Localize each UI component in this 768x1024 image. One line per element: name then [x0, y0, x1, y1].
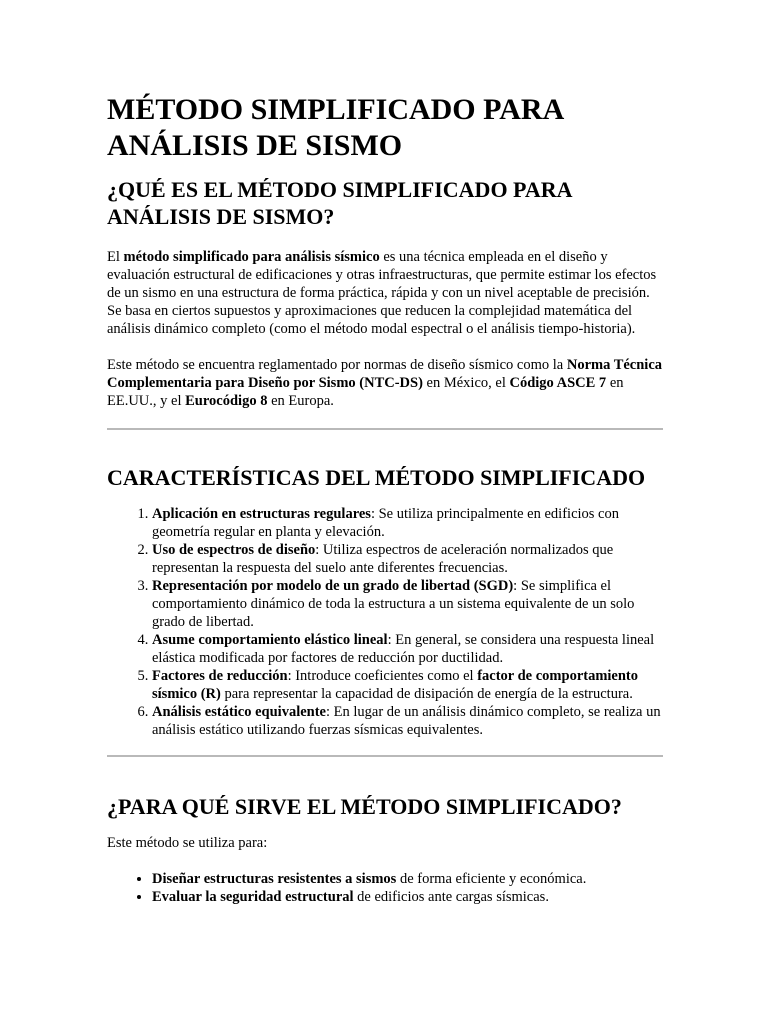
paragraph-norms [107, 356, 663, 410]
divider [107, 428, 663, 430]
bold-term: Uso de espectros de diseño [152, 542, 316, 558]
text-run: Este método se encuentra reglamentado por normas de diseño sísmico como la [107, 357, 567, 373]
list-item [152, 577, 663, 631]
text-run: : Introduce coeficientes como el [287, 668, 478, 684]
list-item [152, 631, 663, 667]
text-run: : En general, se considera una respuesta lineal elástica modificada por factores de reducción por ductilidad. [152, 632, 655, 666]
document-page [107, 92, 663, 906]
text-run: en Europa. [267, 393, 334, 409]
document-title: MÉTODO SIMPLIFICADO PARA ANÁLISIS DE SISMO [107, 93, 563, 162]
bold-term: Código ASCE 7 [509, 375, 607, 391]
section-heading-caracteristicas: CARACTERÍSTICAS DEL MÉTODO SIMPLIFICADO [107, 465, 646, 490]
paragraph-intro: Este método se utiliza para: [107, 835, 268, 851]
section-heading-que-es: ¿QUÉ ES EL MÉTODO SIMPLIFICADO PARA ANÁLISIS DE SISMO? [107, 177, 572, 229]
text-run: : En lugar de un análisis dinámico completo, se realiza un análisis estático utilizando fuerzas sísmicas equivalentes. [152, 704, 661, 738]
bold-term: Representación por modelo de un grado de libertad (SGD) [152, 578, 514, 594]
list-item [152, 870, 663, 888]
bold-term: Evaluar la seguridad estructural [152, 889, 354, 905]
bold-term: factor de comportamiento sísmico (R) [152, 668, 639, 702]
bold-term: Asume comportamiento elástico lineal [152, 632, 388, 648]
text-run: para representar la capacidad de disipación de energía de la estructura. [220, 686, 633, 702]
text-run: : Utiliza espectros de aceleración normalizados que representan la respuesta del suelo ante diferentes frecuencias. [152, 542, 614, 576]
list-item [152, 667, 663, 703]
bold-term: Factores de reducción [152, 668, 288, 684]
divider [107, 755, 663, 757]
text-run: : Se simplifica el comportamiento dinámico de toda la estructura a un sistema equivalente de un solo grado de libertad. [152, 578, 635, 630]
list-item [152, 505, 663, 541]
text-run: : Se utiliza principalmente en edificios con geometría regular en planta y elevación. [152, 506, 619, 540]
bold-term: Análisis estático equivalente [152, 704, 326, 720]
text-run: en EE.UU., y el [107, 375, 624, 409]
list-item [152, 703, 663, 739]
list-item [152, 888, 663, 906]
uses-list [107, 870, 663, 906]
text-run: es una técnica empleada en el diseño y evaluación estructural de edificaciones y otras infraestructuras, que permite estimar los efectos de un sismo en una estructura de forma práctica, rápida y con un nivel aceptable de precisión. Se basa en ciertos supuestos y aproximaciones que reducen la complejidad matemática del análisis dinámico completo (como el método modal espectral o el análisis tiempo-historia). [107, 249, 657, 337]
bold-term: Norma Técnica Complementaria para Diseño por Sismo (NTC-DS) [107, 357, 663, 391]
section-heading-para-que: ¿PARA QUÉ SIRVE EL MÉTODO SIMPLIFICADO? [107, 794, 622, 819]
text-run: en México, el [422, 375, 510, 391]
bold-term: método simplificado para análisis sísmico [123, 249, 380, 265]
bold-term: Aplicación en estructuras regulares [152, 506, 371, 522]
bold-term: Eurocódigo 8 [185, 393, 268, 409]
bold-term: Diseñar estructuras resistentes a sismos [152, 871, 397, 887]
list-item [152, 541, 663, 577]
characteristics-list [107, 505, 663, 739]
text-run: de edificios ante cargas sísmicas. [353, 889, 549, 905]
text-run: El [107, 249, 124, 265]
text-run: de forma eficiente y económica. [396, 871, 587, 887]
paragraph-definition [107, 248, 663, 338]
